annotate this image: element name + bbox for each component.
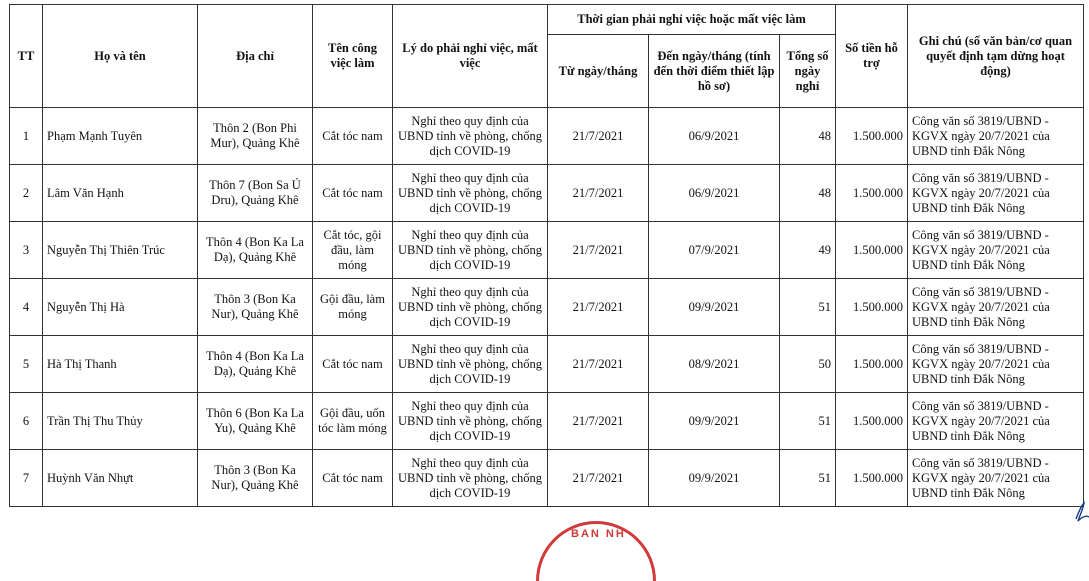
table-row <box>10 393 1084 450</box>
header-address: Địa chỉ <box>198 5 313 108</box>
header-name: Họ và tên <box>43 5 198 108</box>
days-cell: 49 <box>780 222 836 279</box>
person-name: Huỳnh Văn Nhựt <box>43 450 198 507</box>
address-cell: Thôn 4 (Bon Ka La Dạ), Quảng Khê <box>198 336 313 393</box>
to-date-cell: 08/9/2021 <box>649 336 780 393</box>
from-date-cell: 21/7/2021 <box>548 393 649 450</box>
days-cell: 51 <box>780 279 836 336</box>
from-date-cell: 21/7/2021 <box>548 165 649 222</box>
header-tt: TT <box>10 5 43 108</box>
row-number: 2 <box>10 165 43 222</box>
person-name: Hà Thị Thanh <box>43 336 198 393</box>
stamp-lettering: BAN NH <box>571 528 626 540</box>
from-date-cell: 21/7/2021 <box>548 108 649 165</box>
to-date-cell: 09/9/2021 <box>649 450 780 507</box>
address-cell: Thôn 6 (Bon Ka La Yu), Quảng Khê <box>198 393 313 450</box>
person-name: Nguyễn Thị Hà <box>43 279 198 336</box>
address-cell: Thôn 7 (Bon Sa Ú Dru), Quảng Khê <box>198 165 313 222</box>
job-cell: Cắt tóc nam <box>313 108 393 165</box>
amount-cell: 1.500.000 <box>836 336 908 393</box>
support-table <box>9 4 1084 507</box>
table-row <box>10 336 1084 393</box>
amount-cell: 1.500.000 <box>836 165 908 222</box>
amount-cell: 1.500.000 <box>836 279 908 336</box>
amount-cell: 1.500.000 <box>836 450 908 507</box>
days-cell: 48 <box>780 165 836 222</box>
address-cell: Thôn 3 (Bon Ka Nur), Quảng Khê <box>198 450 313 507</box>
to-date-cell: 09/9/2021 <box>649 393 780 450</box>
reason-cell: Nghỉ theo quy định của UBND tỉnh về phòng, chống dịch COVID-19 <box>393 450 548 507</box>
note-cell: Công văn số 3819/UBND - KGVX ngày 20/7/2021 của UBND tỉnh Đắk Nông <box>908 450 1084 507</box>
from-date-cell: 21/7/2021 <box>548 222 649 279</box>
address-cell: Thôn 2 (Bon Phi Mur), Quảng Khê <box>198 108 313 165</box>
reason-cell: Nghỉ theo quy định của UBND tỉnh về phòng, chống dịch COVID-19 <box>393 165 548 222</box>
days-cell: 48 <box>780 108 836 165</box>
table-row <box>10 165 1084 222</box>
job-cell: Cắt tóc nam <box>313 450 393 507</box>
to-date-cell: 07/9/2021 <box>649 222 780 279</box>
header-time-group: Thời gian phải nghỉ việc hoặc mất việc làm <box>548 5 836 35</box>
days-cell: 50 <box>780 336 836 393</box>
signature-mark <box>1074 501 1089 523</box>
header-note: Ghi chú (số văn bản/cơ quan quyết định tạm dừng hoạt động) <box>908 5 1084 108</box>
row-number: 5 <box>10 336 43 393</box>
header-job: Tên công việc làm <box>313 5 393 108</box>
table-body <box>10 108 1084 507</box>
note-cell: Công văn số 3819/UBND - KGVX ngày 20/7/2021 của UBND tỉnh Đắk Nông <box>908 108 1084 165</box>
header-to: Đến ngày/tháng (tính đến thời điểm thiết lập hồ sơ) <box>649 35 780 108</box>
from-date-cell: 21/7/2021 <box>548 336 649 393</box>
days-cell: 51 <box>780 450 836 507</box>
job-cell: Cắt tóc nam <box>313 336 393 393</box>
table-row <box>10 222 1084 279</box>
reason-cell: Nghỉ theo quy định của UBND tỉnh về phòng, chống dịch COVID-19 <box>393 222 548 279</box>
person-name: Nguyễn Thị Thiên Trúc <box>43 222 198 279</box>
to-date-cell: 09/9/2021 <box>649 279 780 336</box>
job-cell: Cắt tóc nam <box>313 165 393 222</box>
job-cell: Cắt tóc, gội đầu, làm móng <box>313 222 393 279</box>
from-date-cell: 21/7/2021 <box>548 450 649 507</box>
amount-cell: 1.500.000 <box>836 108 908 165</box>
reason-cell: Nghỉ theo quy định của UBND tỉnh về phòng, chống dịch COVID-19 <box>393 108 548 165</box>
amount-cell: 1.500.000 <box>836 393 908 450</box>
table-row <box>10 450 1084 507</box>
note-cell: Công văn số 3819/UBND - KGVX ngày 20/7/2021 của UBND tỉnh Đắk Nông <box>908 393 1084 450</box>
table-row <box>10 279 1084 336</box>
reason-cell: Nghỉ theo quy định của UBND tỉnh về phòng, chống dịch COVID-19 <box>393 279 548 336</box>
address-cell: Thôn 3 (Bon Ka Nur), Quảng Khê <box>198 279 313 336</box>
table-row <box>10 108 1084 165</box>
amount-cell: 1.500.000 <box>836 222 908 279</box>
row-number: 7 <box>10 450 43 507</box>
note-cell: Công văn số 3819/UBND - KGVX ngày 20/7/2021 của UBND tỉnh Đắk Nông <box>908 336 1084 393</box>
note-cell: Công văn số 3819/UBND - KGVX ngày 20/7/2021 của UBND tỉnh Đắk Nông <box>908 165 1084 222</box>
header-reason: Lý do phải nghỉ việc, mất việc <box>393 5 548 108</box>
to-date-cell: 06/9/2021 <box>649 165 780 222</box>
person-name: Trần Thị Thu Thủy <box>43 393 198 450</box>
job-cell: Gội đầu, làm móng <box>313 279 393 336</box>
person-name: Phạm Mạnh Tuyên <box>43 108 198 165</box>
reason-cell: Nghỉ theo quy định của UBND tỉnh về phòng, chống dịch COVID-19 <box>393 336 548 393</box>
person-name: Lâm Văn Hạnh <box>43 165 198 222</box>
note-cell: Công văn số 3819/UBND - KGVX ngày 20/7/2021 của UBND tỉnh Đắk Nông <box>908 279 1084 336</box>
row-number: 4 <box>10 279 43 336</box>
header-days: Tổng số ngày nghỉ <box>780 35 836 108</box>
row-number: 1 <box>10 108 43 165</box>
header-amount: Số tiền hỗ trợ <box>836 5 908 108</box>
reason-cell: Nghỉ theo quy định của UBND tỉnh về phòng, chống dịch COVID-19 <box>393 393 548 450</box>
row-number: 6 <box>10 393 43 450</box>
note-cell: Công văn số 3819/UBND - KGVX ngày 20/7/2021 của UBND tỉnh Đắk Nông <box>908 222 1084 279</box>
from-date-cell: 21/7/2021 <box>548 279 649 336</box>
job-cell: Gội đầu, uốn tóc làm móng <box>313 393 393 450</box>
address-cell: Thôn 4 (Bon Ka La Dạ), Quảng Khê <box>198 222 313 279</box>
header-from: Từ ngày/tháng <box>548 35 649 108</box>
to-date-cell: 06/9/2021 <box>649 108 780 165</box>
days-cell: 51 <box>780 393 836 450</box>
row-number: 3 <box>10 222 43 279</box>
